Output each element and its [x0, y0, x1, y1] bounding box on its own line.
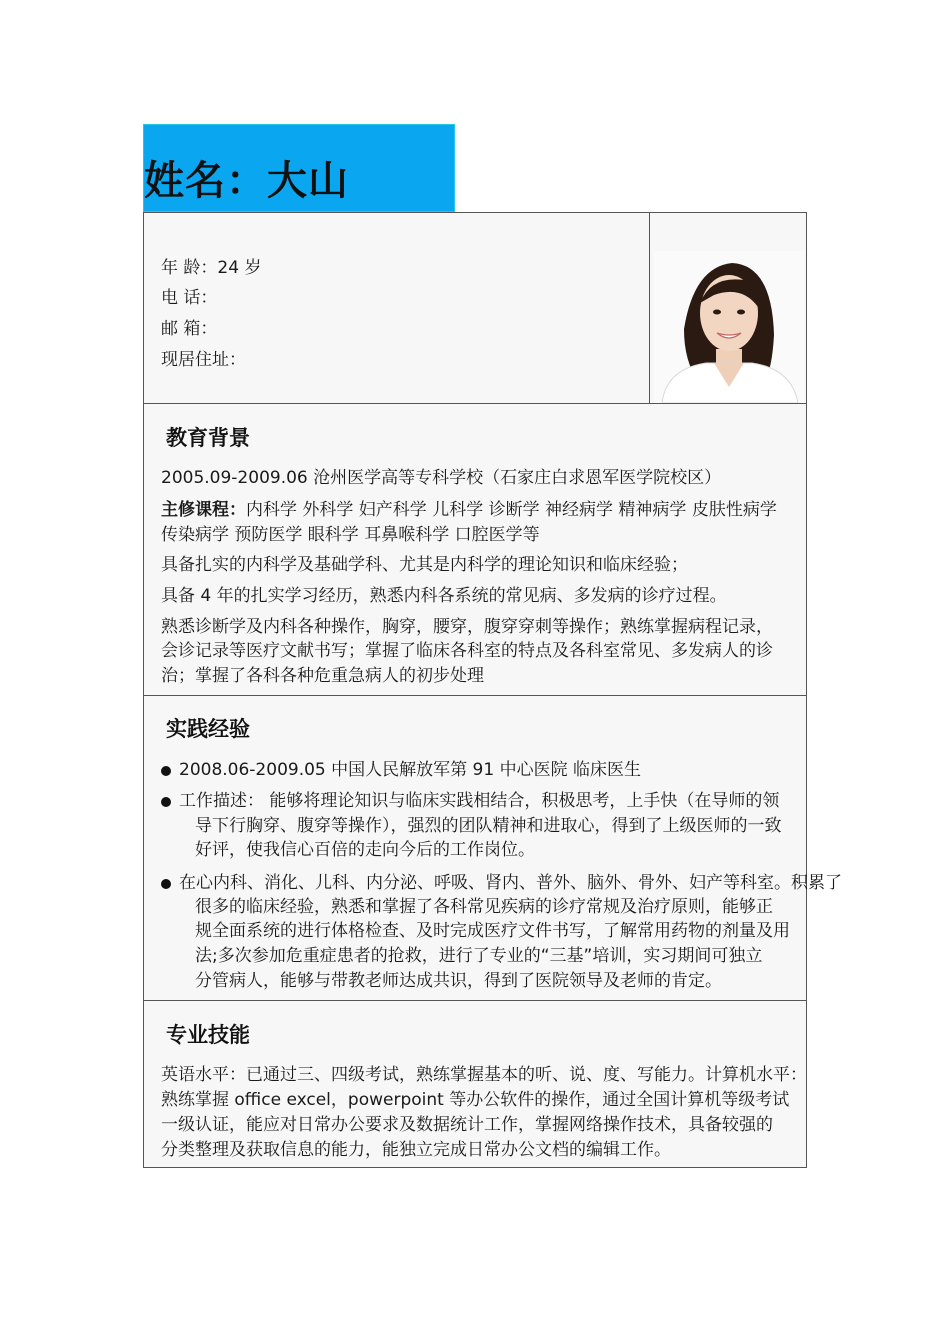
education-period-school: 2005.09-2009.06 沧州医学高等专科学校（石家庄白求恩军医学院校区） [161, 468, 722, 488]
skills-section [143, 1000, 807, 1168]
education-text: 具备扎实的内科学及基础学科、尤其是内科学的理论知识和临床经验； [161, 555, 688, 575]
experience-text: 规全面系统的进行体格检查、及时完成医疗文件书写，了解常用药物的剂量及用 [195, 921, 790, 941]
section-title: 专业技能 [166, 1023, 250, 1047]
courses-label: 主修课程： [161, 500, 246, 520]
divider [649, 213, 650, 403]
skills-text: 熟练掌握 office excel，powerpoint 等办公软件的操作，通过全国计算机等级考试 [161, 1090, 790, 1110]
address-field: 现居住址： [161, 350, 246, 370]
experience-text: 2008.06-2009.05 中国人民解放军第 91 中心医院 临床医生 [179, 760, 641, 780]
phone-field: 电 话： [161, 288, 218, 308]
experience-text: 导下行胸穿、腹穿等操作），强烈的团队精神和进取心，得到了上级医师的一致 [195, 816, 782, 836]
section-title: 教育背景 [166, 426, 250, 450]
education-section [143, 403, 807, 696]
bullet-icon [161, 766, 171, 776]
courses-list-continued: 传染病学 预防医学 眼科学 耳鼻喉科学 口腔医学等 [161, 525, 540, 545]
experience-text: 在心内科、消化、儿科、内分泌、呼吸、肾内、普外、脑外、骨外、妇产等科室。积累了 [179, 873, 842, 893]
experience-section [143, 695, 842, 1001]
email-field: 邮 箱： [161, 319, 218, 339]
education-text: 会诊记录等医疗文献书写；掌握了临床各科室的特点及各科室常见、多发病人的诊 [161, 641, 773, 661]
courses-list: 内科学 外科学 妇产科学 儿科学 诊断学 神经病学 精神病学 皮肤性病学 [246, 500, 777, 520]
education-text: 熟悉诊断学及内科各种操作，胸穿，腰穿，腹穿穿刺等操作；熟练掌握病程记录， [161, 617, 773, 637]
skills-text: 英语水平：已通过三、四级考试，熟练掌握基本的听、说、度、写能力。计算机水平： [161, 1065, 807, 1085]
experience-text: 好评，使我信心百倍的走向今后的工作岗位。 [195, 840, 535, 860]
education-text: 具备 4 年的扎实学习经历，熟悉内科各系统的常见病、多发病的诊疗过程。 [161, 586, 727, 606]
name-title: 姓名：大山 [144, 158, 349, 204]
skills-text: 分类整理及获取信息的能力，能独立完成日常办公文档的编辑工作。 [161, 1140, 671, 1160]
courses-line [161, 498, 777, 522]
personal-info-section [143, 212, 807, 404]
experience-text: 法;多次参加危重症患者的抢救，进行了专业的“三基”培训，实习期间可独立 [195, 946, 763, 966]
age-field: 年 龄：24 岁 [161, 258, 262, 278]
profile-photo [654, 251, 804, 403]
bullet-icon [161, 797, 171, 807]
education-text: 治；掌握了各科各种危重急病人的初步处理 [161, 666, 484, 686]
bullet-icon [161, 879, 171, 889]
experience-text: 工作描述： 能够将理论知识与临床实践相结合，积极思考，上手快（在导师的领 [179, 791, 780, 811]
experience-text: 分管病人，能够与带教老师达成共识，得到了医院领导及老师的肯定。 [195, 971, 722, 991]
name-banner [143, 124, 455, 212]
section-title: 实践经验 [166, 717, 250, 741]
experience-text: 很多的临床经验，熟悉和掌握了各科常见疾病的诊疗常规及治疗原则，能够正 [195, 897, 773, 917]
skills-text: 一级认证，能应对日常办公要求及数据统计工作，掌握网络操作技术，具备较强的 [161, 1115, 773, 1135]
